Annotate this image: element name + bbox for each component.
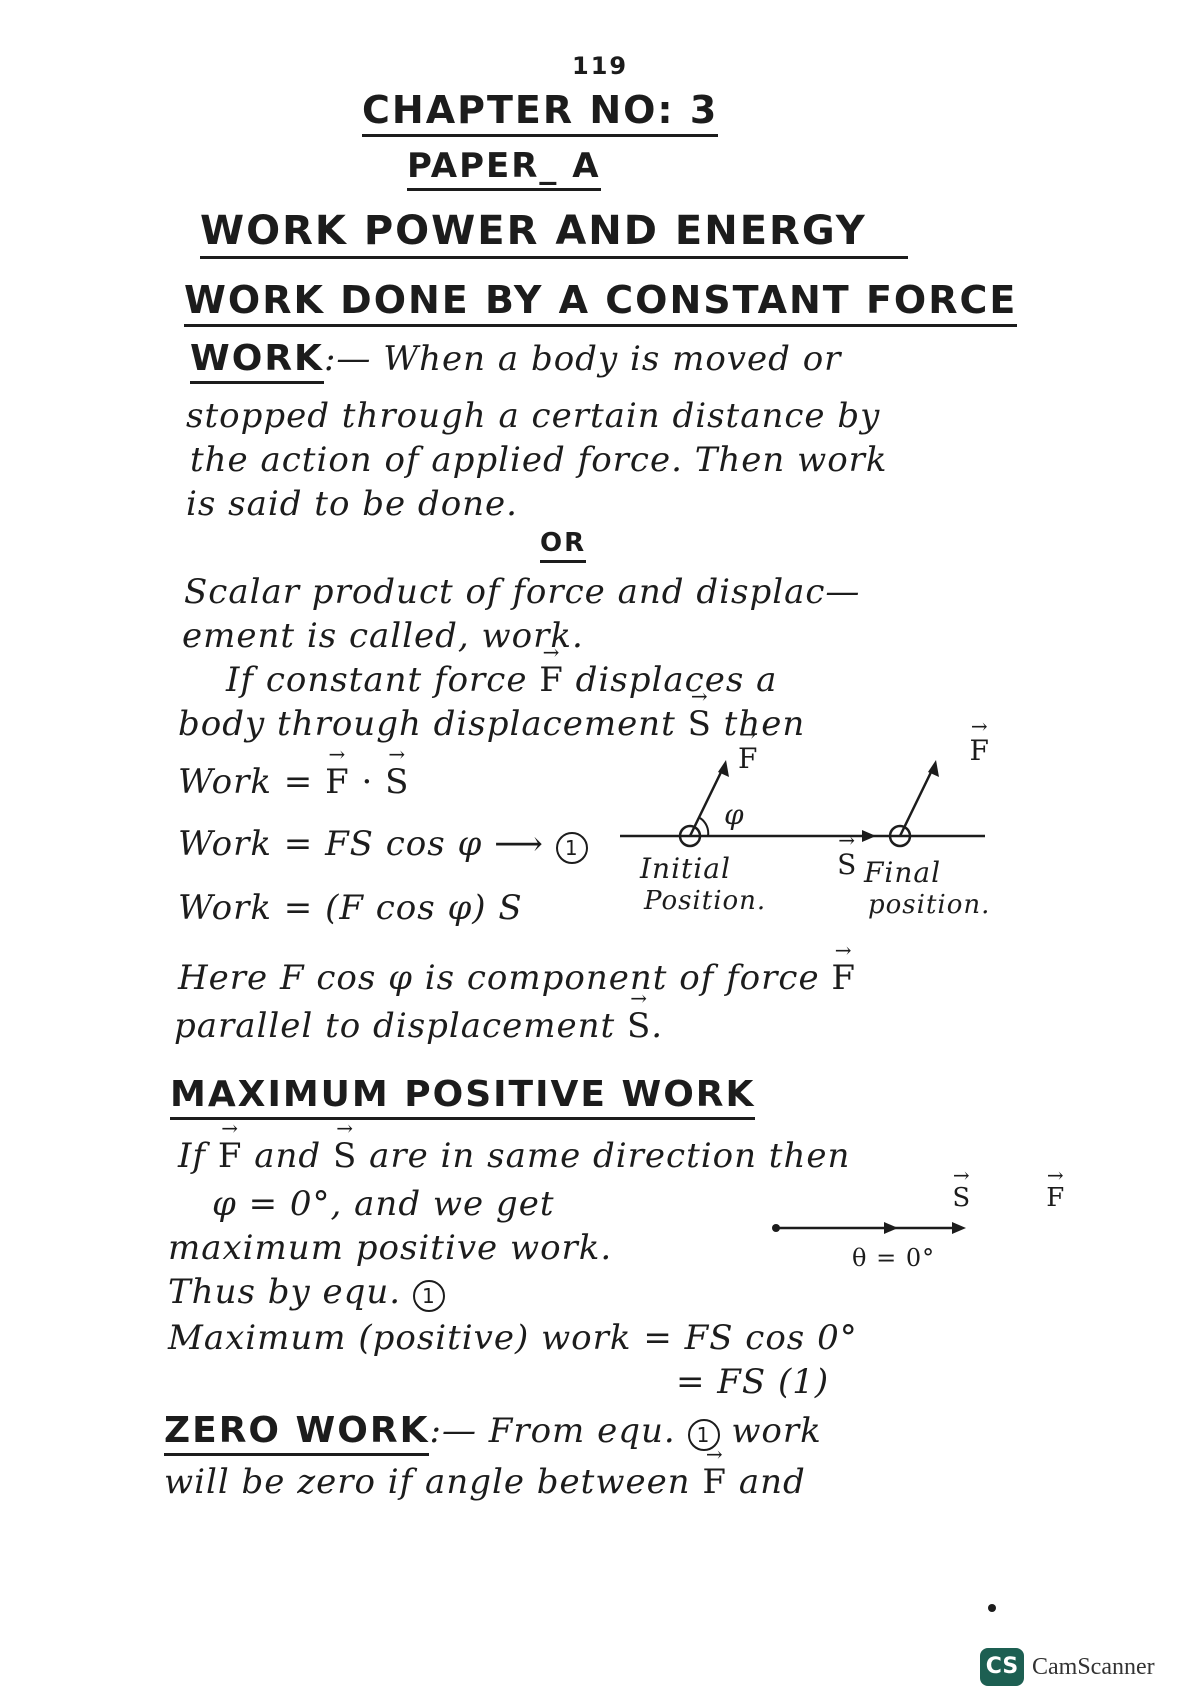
component-text-line2 bbox=[174, 1006, 663, 1046]
work-definition-line4: is said to be done. bbox=[186, 484, 518, 524]
text: If constant force bbox=[226, 660, 528, 700]
diagram2-s-label: → S bbox=[952, 1183, 971, 1213]
angle-arc bbox=[700, 818, 708, 836]
text: :— From equ. bbox=[429, 1411, 676, 1451]
displacement-vector-symbol: → S bbox=[385, 762, 409, 802]
section-heading-constant-force: WORK DONE BY A CONSTANT FORCE bbox=[184, 278, 1017, 327]
work-definition-line3: the action of applied force. Then work bbox=[190, 440, 888, 480]
max-text-line2: φ = 0°, and we get bbox=[212, 1184, 555, 1224]
camscanner-watermark bbox=[980, 1648, 1155, 1686]
diagram-phi-label: φ bbox=[724, 798, 745, 831]
diagram2-f-label: → F bbox=[1046, 1183, 1065, 1213]
text: then bbox=[723, 704, 806, 744]
text: and bbox=[254, 1136, 322, 1176]
force-vector-symbol: → F bbox=[702, 1462, 727, 1502]
component-text-line1 bbox=[178, 958, 856, 998]
text: work bbox=[731, 1411, 822, 1451]
force-vector-symbol: → F bbox=[539, 660, 564, 700]
max-text-line1 bbox=[178, 1136, 850, 1176]
camscanner-text: CamScanner bbox=[1032, 1653, 1155, 1680]
diagram-initial-label-2: Position. bbox=[644, 886, 767, 916]
text: Thus by equ. bbox=[168, 1272, 402, 1312]
equation-number: 1 bbox=[556, 832, 588, 864]
page-number: 119 bbox=[572, 52, 629, 80]
max-text-line5: Maximum (positive) work = FS cos 0° bbox=[168, 1318, 858, 1358]
or-label: OR bbox=[540, 528, 586, 563]
text: Work = bbox=[178, 762, 314, 802]
equation-work-component: Work = (F cos φ) S bbox=[178, 888, 523, 928]
diagram-final-label-2: position. bbox=[868, 890, 991, 920]
text: displaces a bbox=[575, 660, 778, 700]
dot: · bbox=[361, 762, 374, 802]
zero-work-line2 bbox=[164, 1462, 806, 1502]
max-text-line3: maximum positive work. bbox=[168, 1228, 613, 1268]
s-arrowhead bbox=[884, 1222, 898, 1234]
chapter-heading: CHAPTER NO: 3 bbox=[362, 88, 718, 137]
diagram-displacement-label: → S bbox=[837, 848, 857, 881]
text: parallel to displacement bbox=[174, 1006, 616, 1046]
page-title: WORK POWER AND ENERGY bbox=[200, 208, 908, 259]
arrow-icon: ⟶ bbox=[494, 824, 544, 864]
displacement-vector-symbol: → S bbox=[333, 1136, 357, 1176]
displacement-arrowhead bbox=[862, 830, 876, 842]
displacement-vector-symbol: → S bbox=[627, 1006, 651, 1046]
stray-dot bbox=[988, 1604, 996, 1612]
text: body through displacement bbox=[178, 704, 676, 744]
diagram-force-label-initial: → F bbox=[738, 742, 758, 775]
text: . bbox=[651, 1006, 664, 1046]
work-label: WORK bbox=[190, 338, 324, 384]
diagram-final-label: Final bbox=[864, 856, 942, 889]
max-text-line6: = FS (1) bbox=[676, 1362, 830, 1402]
text: If bbox=[178, 1136, 207, 1176]
section-heading-max-positive: MAXIMUM POSITIVE WORK bbox=[170, 1074, 755, 1120]
section-heading-zero-work: ZERO WORK bbox=[164, 1410, 429, 1456]
scalar-def-line2: ement is called, work. bbox=[182, 616, 584, 656]
force-vector-symbol: → F bbox=[218, 1136, 243, 1176]
force-arrow-final bbox=[900, 766, 934, 836]
text: are in same direction then bbox=[369, 1136, 851, 1176]
scalar-def-line1: Scalar product of force and displac— bbox=[184, 572, 861, 612]
text: Here F cos φ is component of force bbox=[178, 958, 820, 998]
text: and bbox=[738, 1462, 806, 1502]
force-vector-symbol: → F bbox=[325, 762, 350, 802]
text: Work = FS cos φ bbox=[178, 824, 483, 864]
equation-number: 1 bbox=[688, 1419, 720, 1451]
work-def-text1: :— When a body is moved or bbox=[323, 339, 842, 379]
diagram-force-label-final: → F bbox=[970, 734, 990, 767]
origin-dot bbox=[772, 1224, 780, 1232]
max-text-line4 bbox=[168, 1272, 445, 1312]
paper-heading: PAPER_ A bbox=[407, 146, 601, 191]
force-vector-symbol: → F bbox=[831, 958, 856, 998]
f-arrowhead bbox=[952, 1222, 966, 1234]
text: will be zero if angle between bbox=[164, 1462, 691, 1502]
displacement-vector-symbol: → S bbox=[688, 704, 712, 744]
equation-number: 1 bbox=[413, 1280, 445, 1312]
work-definition-line2: stopped through a certain distance by bbox=[186, 396, 881, 436]
diagram-initial-label: Initial bbox=[640, 852, 731, 885]
diagram2-theta-label: θ = 0° bbox=[852, 1244, 936, 1272]
camscanner-logo-icon: CS bbox=[980, 1648, 1024, 1686]
